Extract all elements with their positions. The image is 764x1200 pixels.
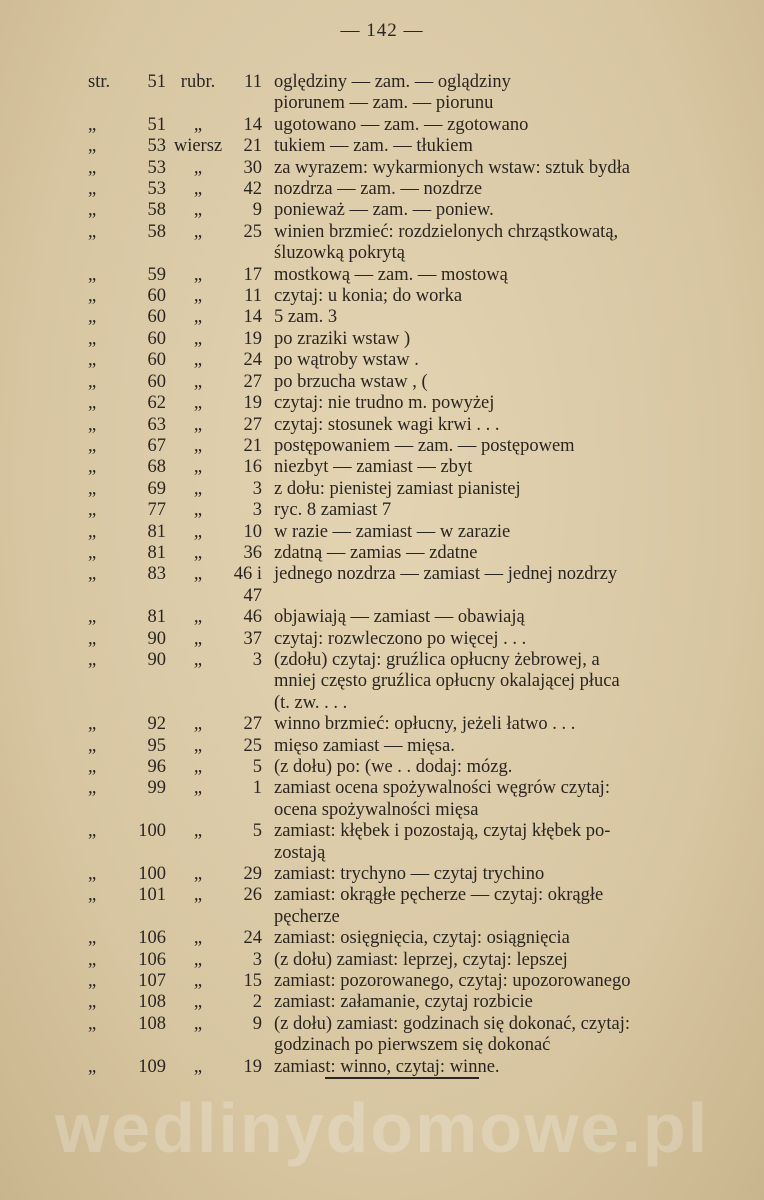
errata-prefix: „ xyxy=(88,778,97,799)
errata-prefix: „ xyxy=(88,393,97,414)
errata-page: 96 xyxy=(147,757,166,777)
errata-row xyxy=(88,864,708,885)
errata-mark: „ xyxy=(193,478,203,499)
errata-line: 11 xyxy=(244,72,262,92)
errata-page: 90 xyxy=(147,628,166,649)
errata-row xyxy=(88,286,708,307)
errata-text: mostkową — zam. — mostową xyxy=(274,264,508,285)
errata-row xyxy=(88,885,708,928)
errata-text: mięso zamiast — mięsa. xyxy=(274,735,455,756)
errata-prefix: „ xyxy=(88,885,97,906)
errata-text: zamiast ocena spożywalności węgrów czytaj: ocena spożywalności mięsa xyxy=(274,778,610,820)
errata-page: 60 xyxy=(147,307,166,328)
errata-page: 108 xyxy=(138,992,166,1013)
errata-text: zamiast: pozorowanego, czytaj: upozorowanego xyxy=(274,971,631,992)
errata-mark: „ xyxy=(193,757,203,777)
errata-prefix: „ xyxy=(88,1013,97,1034)
errata-page: 60 xyxy=(147,328,166,349)
errata-prefix: str. xyxy=(88,72,111,92)
errata-prefix: „ xyxy=(88,949,97,970)
errata-line: 24 xyxy=(243,350,262,371)
errata-mark: „ xyxy=(193,714,203,735)
errata-row xyxy=(88,479,708,500)
errata-line: 2 xyxy=(252,992,262,1013)
errata-text: czytaj: nie trudno m. powyżej xyxy=(274,393,495,414)
errata-prefix: „ xyxy=(88,992,97,1013)
errata-text: (zdołu) czytaj: gruźlica opłucny żebrowej, a mniej często gruźlica opłucny okalającej płuca (t. zw. . . . xyxy=(274,649,620,713)
errata-text: nozdrza — zam. — nozdrze xyxy=(274,179,483,200)
errata-mark: „ xyxy=(193,457,203,478)
errata-text: po wątroby wstaw . xyxy=(274,350,419,371)
errata-prefix: „ xyxy=(88,500,97,521)
errata-mark: „ xyxy=(193,264,203,285)
errata-row xyxy=(88,179,708,200)
errata-row xyxy=(88,457,708,478)
errata-mark: „ xyxy=(193,157,203,178)
errata-prefix: „ xyxy=(88,157,97,178)
errata-prefix: „ xyxy=(88,542,97,563)
errata-prefix: „ xyxy=(88,307,97,328)
errata-row xyxy=(88,650,708,714)
errata-page: 101 xyxy=(138,885,166,906)
errata-page: 106 xyxy=(138,949,166,970)
errata-mark: „ xyxy=(193,949,203,970)
errata-text: 5 zam. 3 xyxy=(274,307,338,328)
errata-line: 21 xyxy=(243,435,262,456)
errata-prefix: „ xyxy=(88,928,97,949)
errata-prefix: „ xyxy=(88,136,97,157)
errata-text: ponieważ — zam. — poniew. xyxy=(274,200,494,221)
errata-line: 42 xyxy=(243,179,262,200)
errata-page: 77 xyxy=(147,500,166,521)
errata-line: 19 xyxy=(243,393,262,414)
errata-text: za wyrazem: wykarmionych wstaw: sztuk bydła xyxy=(274,157,631,178)
errata-prefix: „ xyxy=(88,114,97,135)
errata-prefix: „ xyxy=(88,521,97,542)
errata-prefix: „ xyxy=(88,1056,97,1077)
errata-text: czytaj: stosunek wagi krwi . . . xyxy=(274,414,500,435)
errata-row xyxy=(88,158,708,179)
errata-line: 27 xyxy=(243,371,262,392)
errata-line: 21 xyxy=(243,136,262,157)
closing-rule xyxy=(325,1077,479,1079)
errata-page: 90 xyxy=(147,649,166,670)
errata-page: 107 xyxy=(138,971,166,992)
errata-mark: „ xyxy=(193,350,203,371)
errata-text: po zraziki wstaw ) xyxy=(274,328,411,349)
errata-text: czytaj: rozwleczono po więcej . . . xyxy=(274,628,527,649)
errata-prefix: „ xyxy=(88,350,97,371)
errata-prefix: „ xyxy=(88,735,97,756)
errata-row xyxy=(88,1057,708,1078)
errata-row xyxy=(88,115,708,136)
errata-row xyxy=(88,265,708,286)
errata-page: 81 xyxy=(147,542,166,563)
errata-row xyxy=(88,992,708,1013)
errata-row xyxy=(88,522,708,543)
errata-line: 19 xyxy=(243,328,262,349)
errata-mark: „ xyxy=(193,414,203,435)
errata-mark: „ xyxy=(193,221,203,242)
errata-row xyxy=(88,714,708,735)
errata-page: 59 xyxy=(147,264,166,285)
errata-page: 100 xyxy=(138,821,166,842)
errata-line: 3 xyxy=(252,649,262,670)
errata-mark: „ xyxy=(193,328,203,349)
errata-mark: „ xyxy=(193,393,203,414)
errata-row xyxy=(88,350,708,371)
errata-line: 25 xyxy=(243,735,262,756)
errata-prefix: „ xyxy=(88,179,97,200)
errata-row xyxy=(88,757,708,778)
errata-prefix: „ xyxy=(88,714,97,735)
errata-mark: „ xyxy=(193,371,203,392)
errata-line: 14 xyxy=(243,307,262,328)
errata-row xyxy=(88,72,708,115)
errata-row xyxy=(88,500,708,521)
errata-line: 19 xyxy=(243,1056,262,1077)
errata-line: 9 xyxy=(252,200,262,221)
errata-line: 17 xyxy=(243,264,262,285)
errata-page: 99 xyxy=(147,778,166,799)
errata-text: postępowaniem — zam. — postępowem xyxy=(274,435,575,456)
errata-page: 68 xyxy=(147,457,166,478)
errata-text: jednego nozdrza — zamiast — jednej nozdrzy xyxy=(274,564,618,585)
errata-text: (z dołu) zamiast: godzinach się dokonać, czytaj: godzinach po pierwszem się dokonać xyxy=(274,1013,630,1056)
errata-list xyxy=(88,72,708,1078)
errata-page: 53 xyxy=(147,179,166,200)
errata-line: 10 xyxy=(243,521,262,542)
errata-line: 46 i 47 xyxy=(233,564,262,606)
errata-row xyxy=(88,1014,708,1057)
errata-prefix: „ xyxy=(88,328,97,349)
errata-text: oględziny — zam. — oglądziny piorunem — zam. — piorunu xyxy=(274,72,511,114)
errata-text: tukiem — zam. — tłukiem xyxy=(274,136,473,157)
errata-line: 37 xyxy=(243,628,262,649)
errata-mark: „ xyxy=(193,735,203,756)
errata-line: 26 xyxy=(243,885,262,906)
errata-mark: „ xyxy=(193,542,203,563)
errata-mark: „ xyxy=(193,179,203,200)
watermark: wedlinydomowe.pl xyxy=(54,1089,710,1167)
errata-text: zamiast: trychyno — czytaj trychino xyxy=(274,864,545,885)
errata-mark: „ xyxy=(193,864,203,885)
errata-text: zamiast: osięgnięcia, czytaj: osiągnięcia xyxy=(274,928,570,949)
errata-prefix: „ xyxy=(88,821,97,842)
errata-row xyxy=(88,736,708,757)
errata-page: 83 xyxy=(147,564,166,585)
errata-page: 62 xyxy=(147,393,166,414)
errata-page: 108 xyxy=(138,1013,166,1034)
errata-prefix: „ xyxy=(88,864,97,885)
errata-mark: „ xyxy=(193,778,203,799)
errata-prefix: „ xyxy=(88,200,97,221)
errata-text: z dołu: pienistej zamiast pianistej xyxy=(274,478,521,499)
errata-line: 27 xyxy=(243,414,262,435)
errata-mark: „ xyxy=(193,500,203,521)
errata-row xyxy=(88,222,708,265)
errata-prefix: „ xyxy=(88,607,97,628)
errata-text: zdatną — zamias — zdatne xyxy=(274,542,478,563)
errata-prefix: „ xyxy=(88,435,97,456)
errata-mark: „ xyxy=(193,307,203,328)
errata-prefix: „ xyxy=(88,221,97,242)
errata-mark: „ xyxy=(193,821,203,842)
errata-page: 67 xyxy=(147,435,166,456)
errata-text: po brzucha wstaw , ( xyxy=(274,371,428,392)
errata-text: winno brzmieć: opłucny, jeżeli łatwo . . . xyxy=(274,714,576,735)
errata-line: 15 xyxy=(243,971,262,992)
errata-prefix: „ xyxy=(88,457,97,478)
errata-page: 60 xyxy=(147,371,166,392)
errata-text: objawiają — zamiast — obawiają xyxy=(274,607,525,628)
errata-row xyxy=(88,821,708,864)
errata-page: 58 xyxy=(147,221,166,242)
errata-mark: „ xyxy=(193,649,203,670)
errata-prefix: „ xyxy=(88,264,97,285)
errata-line: 9 xyxy=(252,1013,262,1034)
errata-page: 100 xyxy=(138,864,166,885)
errata-page: 58 xyxy=(147,200,166,221)
errata-page: 53 xyxy=(147,157,166,178)
errata-page: 69 xyxy=(147,478,166,499)
errata-row xyxy=(88,564,708,607)
errata-mark: rubr. xyxy=(180,72,216,92)
errata-mark: „ xyxy=(193,286,203,307)
errata-line: 16 xyxy=(243,457,262,478)
errata-text: ryc. 8 zamiast 7 xyxy=(274,500,392,521)
errata-row xyxy=(88,778,708,821)
errata-prefix: „ xyxy=(88,478,97,499)
errata-text: (z dołu) po: (we . . dodaj: mózg. xyxy=(274,757,513,777)
errata-mark: „ xyxy=(193,992,203,1013)
errata-mark: „ xyxy=(193,1013,203,1034)
errata-text: niezbyt — zamiast — zbyt xyxy=(274,457,473,478)
errata-row xyxy=(88,607,708,628)
errata-mark: „ xyxy=(193,521,203,542)
errata-page: 106 xyxy=(138,928,166,949)
errata-mark: „ xyxy=(193,971,203,992)
errata-page: 51 xyxy=(147,114,166,135)
errata-prefix: „ xyxy=(88,564,97,585)
errata-row xyxy=(88,329,708,350)
errata-line: 14 xyxy=(243,114,262,135)
errata-row xyxy=(88,415,708,436)
errata-prefix: „ xyxy=(88,371,97,392)
errata-text: zamiast: kłębek i pozostają, czytaj kłębek po- zostają xyxy=(274,821,611,863)
errata-page: 95 xyxy=(147,735,166,756)
errata-line: 25 xyxy=(243,221,262,242)
errata-page: 109 xyxy=(138,1056,166,1077)
errata-prefix: „ xyxy=(88,414,97,435)
errata-page: 51 xyxy=(147,72,166,92)
errata-mark: „ xyxy=(193,628,203,649)
errata-line: 24 xyxy=(243,928,262,949)
errata-row xyxy=(88,950,708,971)
errata-row xyxy=(88,393,708,414)
errata-prefix: „ xyxy=(88,757,97,777)
errata-row xyxy=(88,200,708,221)
errata-row xyxy=(88,543,708,564)
errata-row xyxy=(88,136,708,157)
errata-prefix: „ xyxy=(88,628,97,649)
errata-text: ugotowano — zam. — zgotowano xyxy=(274,114,529,135)
errata-page: 81 xyxy=(147,521,166,542)
errata-row xyxy=(88,928,708,949)
errata-text: (z dołu) zamiast: leprzej, czytaj: lepszej xyxy=(274,949,568,970)
errata-row xyxy=(88,971,708,992)
errata-prefix: „ xyxy=(88,971,97,992)
errata-line: 36 xyxy=(243,542,262,563)
page-number: — 142 — xyxy=(340,20,424,41)
errata-row xyxy=(88,372,708,393)
errata-line: 46 xyxy=(243,607,262,628)
errata-line: 1 xyxy=(252,778,262,799)
errata-line: 3 xyxy=(252,478,262,499)
errata-mark: „ xyxy=(193,607,203,628)
errata-page: 63 xyxy=(147,414,166,435)
errata-row xyxy=(88,436,708,457)
errata-mark: „ xyxy=(193,564,203,585)
errata-text: zamiast: załamanie, czytaj rozbicie xyxy=(274,992,533,1013)
errata-row xyxy=(88,307,708,328)
errata-line: 29 xyxy=(243,864,262,885)
errata-text: zamiast: okrągłe pęcherze — czytaj: okrągłe pęcherze xyxy=(274,885,604,927)
errata-page: 92 xyxy=(147,714,166,735)
errata-mark: „ xyxy=(193,200,203,221)
errata-line: 27 xyxy=(243,714,262,735)
errata-mark: „ xyxy=(193,928,203,949)
errata-row xyxy=(88,629,708,650)
errata-mark: „ xyxy=(193,435,203,456)
errata-line: 5 xyxy=(252,757,262,777)
errata-mark: „ xyxy=(193,1056,203,1077)
errata-page: 53 xyxy=(147,136,166,157)
errata-text: czytaj: u konia; do worka xyxy=(274,286,463,307)
errata-page: 81 xyxy=(147,607,166,628)
errata-page: 60 xyxy=(147,286,166,307)
errata-text: winien brzmieć: rozdzielonych chrząstkowatą, śluzowką pokrytą xyxy=(274,221,619,264)
errata-line: 30 xyxy=(243,157,262,178)
errata-text: zamiast: winno, czytaj: winne. xyxy=(274,1056,500,1077)
errata-page: 60 xyxy=(147,350,166,371)
errata-line: 11 xyxy=(244,286,262,307)
errata-mark: „ xyxy=(193,114,203,135)
errata-line: 5 xyxy=(252,821,262,842)
errata-mark: wiersz xyxy=(173,136,223,157)
errata-line: 3 xyxy=(252,500,262,521)
errata-line: 3 xyxy=(252,949,262,970)
errata-prefix: „ xyxy=(88,286,97,307)
errata-prefix: „ xyxy=(88,649,97,670)
errata-mark: „ xyxy=(193,885,203,906)
errata-text: w razie — zamiast — w zarazie xyxy=(274,521,511,542)
